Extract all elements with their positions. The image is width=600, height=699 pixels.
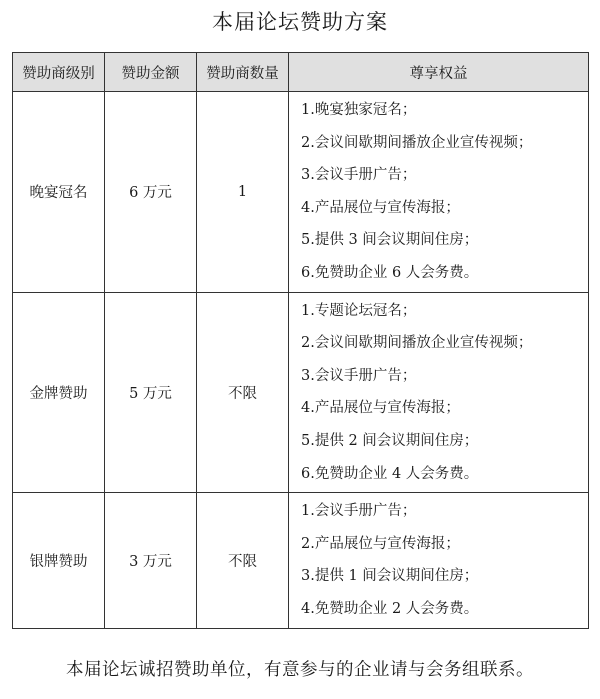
sponsorship-table — [12, 52, 589, 629]
benefit-item: 3.提供 1 间会议期间住房； — [301, 568, 479, 585]
benefit-item: 6.免赞助企业 6 人会务费。 — [301, 264, 479, 281]
benefit-item: 1.专题论坛冠名； — [301, 302, 417, 319]
count-cell: 不限 — [197, 292, 289, 493]
count-cell: 1 — [197, 92, 289, 293]
page-title: 本届论坛赞助方案 — [212, 10, 388, 34]
benefits-list — [289, 92, 588, 292]
benefit-item: 4.产品展位与宣传海报； — [301, 400, 460, 417]
count-cell: 不限 — [197, 493, 289, 628]
amount-cell: 3 万元 — [105, 493, 197, 628]
benefit-item: 3.会议手册广告； — [301, 167, 417, 184]
benefit-item: 6.免赞助企业 4 人会务费。 — [301, 465, 479, 482]
benefit-item: 1.会议手册广告； — [301, 503, 417, 520]
benefit-item: 3.会议手册广告； — [301, 367, 417, 384]
benefits-cell — [289, 92, 589, 293]
header-row — [13, 53, 589, 92]
header-level: 赞助商级别 — [13, 53, 105, 92]
benefits-list — [289, 293, 588, 493]
benefits-list — [289, 493, 588, 627]
benefits-cell — [289, 493, 589, 628]
header-amount: 赞助金额 — [105, 53, 197, 92]
level-cell: 晚宴冠名 — [13, 92, 105, 293]
benefit-item: 4.产品展位与宣传海报； — [301, 199, 460, 216]
benefit-item: 5.提供 3 间会议期间住房； — [301, 232, 479, 249]
amount-cell: 6 万元 — [105, 92, 197, 293]
level-cell: 银牌赞助 — [13, 493, 105, 628]
header-benefits: 尊享权益 — [289, 53, 589, 92]
footer-note: 本届论坛诚招赞助单位，有意参与的企业请与会务组联系。 — [66, 660, 534, 680]
benefits-cell — [289, 292, 589, 493]
benefit-item: 2.会议间歇期间播放企业宣传视频； — [301, 134, 533, 151]
table-row — [13, 92, 589, 293]
amount-cell: 5 万元 — [105, 292, 197, 493]
benefit-item: 4.免赞助企业 2 人会务费。 — [301, 600, 479, 617]
benefit-item: 1.晚宴独家冠名； — [301, 102, 417, 118]
table-row — [13, 493, 589, 628]
benefit-item: 5.提供 2 间会议期间住房； — [301, 432, 479, 449]
level-cell: 金牌赞助 — [13, 292, 105, 493]
benefit-item: 2.会议间歇期间播放企业宣传视频； — [301, 335, 533, 352]
table-row — [13, 292, 589, 493]
benefit-item: 2.产品展位与宣传海报； — [301, 535, 460, 552]
header-count: 赞助商数量 — [197, 53, 289, 92]
